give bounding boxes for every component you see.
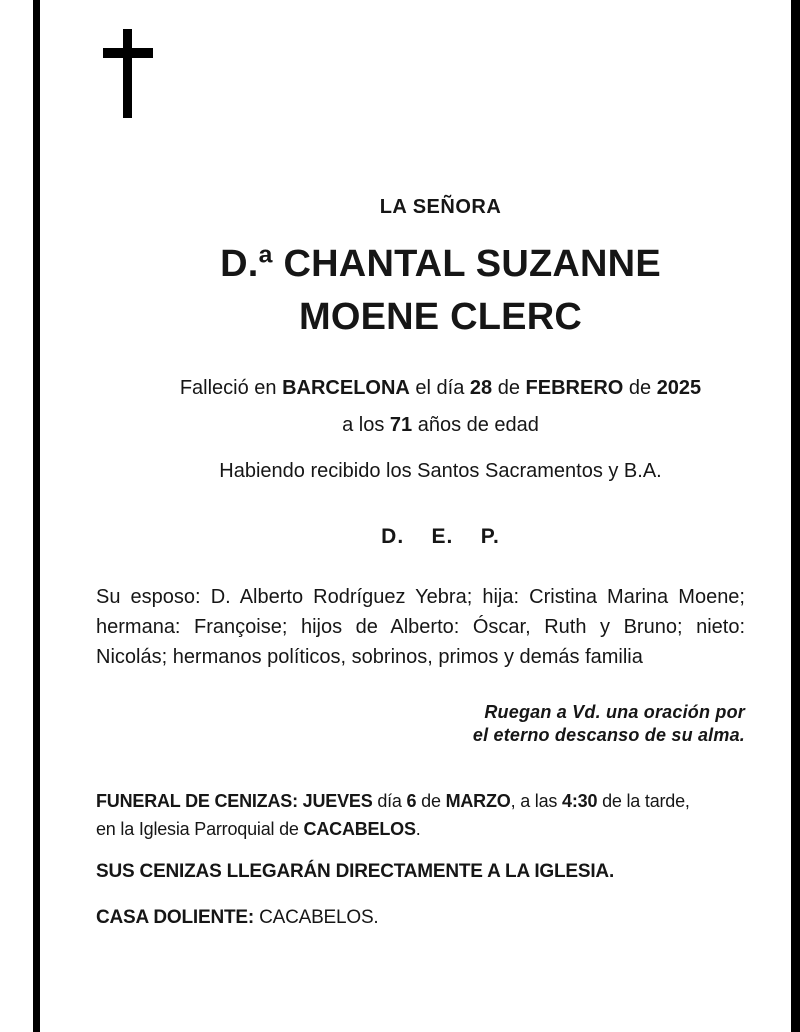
- death-pre: Falleció en: [179, 377, 283, 399]
- funeral-line1: [96, 787, 745, 815]
- deceased-name: [110, 238, 771, 344]
- death-year: 2025: [656, 377, 702, 399]
- death-city: BARCELONA: [282, 377, 410, 399]
- honorific-title: LA SEÑORA: [379, 196, 502, 218]
- funeral-month: MARZO: [445, 791, 511, 811]
- frame-left-border: [33, 0, 40, 1032]
- age-line: [110, 413, 771, 437]
- mourning-house-label: CASA DOLIENTE:: [96, 907, 254, 928]
- funeral-mid4: de la tarde,: [597, 791, 690, 811]
- age-value: 71: [389, 414, 413, 436]
- funeral-mid3: , a las: [510, 791, 563, 811]
- death-day: 28: [469, 377, 493, 399]
- age-post: años de edad: [412, 414, 539, 436]
- mourning-house-line: [96, 907, 745, 929]
- death-mid1: el día: [409, 377, 470, 399]
- death-month: FEBRERO: [525, 377, 624, 399]
- funeral-church: en la Iglesia Parroquial de: [96, 819, 304, 839]
- death-details-line: [110, 376, 771, 400]
- frame-right-border: [791, 0, 800, 1032]
- funeral-line2: [96, 815, 745, 843]
- sacraments-line: Habiendo recibido los Santos Sacramentos y B.A.: [219, 460, 662, 482]
- prayer-line2: el eterno descanso de su alma.: [472, 725, 745, 745]
- prayer-lines: [96, 701, 745, 747]
- funeral-mid2: de: [416, 791, 446, 811]
- ashes-notice: SUS CENIZAS LLEGARÁN DIRECTAMENTE A LA IGLESIA.: [96, 861, 615, 882]
- funeral-mid1: día: [372, 791, 407, 811]
- funeral-period: .: [415, 819, 421, 839]
- family-paragraph: Su esposo: D. Alberto Rodríguez Yebra; hija: Cristina Marina Moene; hermana: Françoise; hijos de Alberto: Óscar, Ruth y Bruno; nieto: Nicolás; hermanos políticos, sobrinos, primos y demás familia: [96, 586, 745, 668]
- age-pre: a los: [342, 414, 390, 436]
- funeral-place: CACABELOS: [303, 819, 416, 839]
- funeral-announcement: [96, 787, 745, 843]
- deceased-name-line2: MOENE CLERC: [299, 296, 582, 338]
- obituary-content: [40, 0, 791, 1032]
- mourning-house-value: CACABELOS.: [254, 907, 379, 928]
- death-mid3: de: [623, 377, 657, 399]
- funeral-label: FUNERAL DE CENIZAS: JUEVES: [96, 791, 373, 811]
- death-mid2: de: [492, 377, 526, 399]
- dep-abbreviation: D. E. P.: [381, 525, 500, 548]
- funeral-day: 6: [406, 791, 417, 811]
- prayer-line1: Ruegan a Vd. una oración por: [484, 702, 745, 722]
- deceased-name-line1: D.ª CHANTAL SUZANNE: [220, 243, 661, 285]
- funeral-time: 4:30: [562, 791, 598, 811]
